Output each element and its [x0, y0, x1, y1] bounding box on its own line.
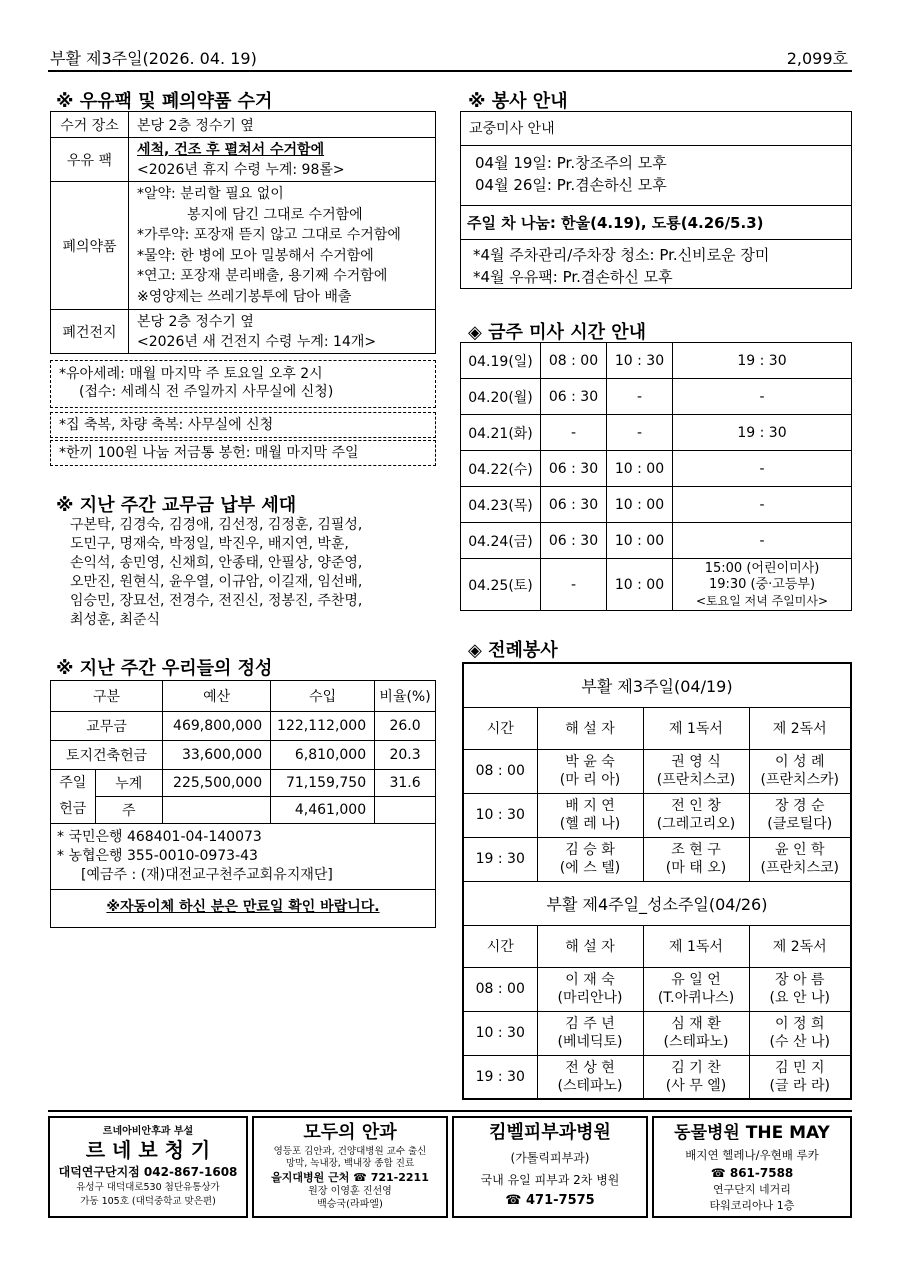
- baptismal-name: (마 태 오): [665, 860, 727, 876]
- ad-hearing-aid: [48, 1116, 248, 1218]
- baptismal-name: (스테파노): [663, 1034, 729, 1050]
- mass-time: 19 : 30: [673, 415, 852, 451]
- ad-main: 동물병원 THE MAY: [674, 1123, 830, 1143]
- auto-transfer-note: ※자동이체 하신 분은 만료일 확인 바랍니다.: [106, 898, 380, 915]
- baptismal-name: (헬 레 나): [559, 816, 621, 832]
- parking-info: [461, 240, 851, 288]
- offering-box: [50, 680, 436, 928]
- ad-line: 가동 105호 (대덕중학교 맞은편): [80, 1196, 216, 1207]
- bank-line: * 국민은행 468401-04-140073: [57, 828, 262, 845]
- reader-1: 김 기 찬: [671, 1059, 721, 1076]
- ad-line: (가톨릭피부과): [510, 1151, 590, 1165]
- ad-eye-clinic: [252, 1116, 448, 1218]
- medicine-line: 봉지에 담긴 그대로 수거함에: [187, 206, 363, 223]
- mass-volunteer-line: 04월 19일: Pr.창조주의 모후: [475, 154, 667, 172]
- mass-volunteer: [461, 146, 851, 206]
- liturgy-time: 08 : 00: [463, 967, 537, 1011]
- mass-time: 19:30 (중·고등부): [708, 576, 816, 592]
- offering-income: 6,810,000: [271, 740, 375, 769]
- offering-row-label: 토지건축헌금: [51, 740, 163, 769]
- milk-pack-instruction: 세척, 건조 후 펼쳐서 수거함에: [137, 141, 325, 158]
- baptismal-name: (프란치스코): [760, 860, 840, 876]
- liturgy-header: 해 설 자: [537, 707, 643, 749]
- baptismal-name: (클로틸다): [767, 816, 833, 832]
- mass-time: 15:00 (어린이미사): [704, 560, 820, 576]
- offering-table: [51, 681, 435, 824]
- notice-blessing: [50, 412, 436, 438]
- offering-ratio: 31.6: [375, 769, 435, 796]
- ad-line: 연구단지 네거리: [713, 1183, 791, 1196]
- parking-line: *4월 우유팩: Pr.겸손하신 모후: [473, 268, 673, 286]
- mass-time: -: [541, 559, 607, 611]
- offering-row-label: 누계: [95, 769, 163, 796]
- ad-main: 르 네 보 청 기: [85, 1138, 211, 1162]
- sunday-label-line: 주일: [59, 775, 87, 791]
- baptismal-name: (마 리 아): [559, 772, 621, 788]
- mass-time: 10 : 00: [607, 523, 673, 559]
- medicine-line: *물약: 한 병에 모아 밀봉해서 수거함에: [137, 247, 374, 264]
- offering-budget: [163, 796, 271, 823]
- mass-time: 06 : 30: [541, 487, 607, 523]
- recycle-title: ※ 우유팩 및 폐의약품 수거: [56, 91, 273, 112]
- offering-ratio: 20.3: [375, 740, 435, 769]
- ad-line: 국내 유일 피부과 2차 병원: [480, 1173, 620, 1187]
- liturgy-time: 19 : 30: [463, 837, 537, 881]
- ad-line: 백승국(라파엘): [317, 1199, 383, 1210]
- recycle-label: 폐건전지: [51, 310, 129, 354]
- commentator: 이 재 숙: [565, 972, 615, 988]
- mass-time: 06 : 30: [541, 523, 607, 559]
- offering-budget: 225,500,000: [163, 769, 271, 796]
- liturgy-time: 08 : 00: [463, 749, 537, 793]
- offering-title: ※ 지난 주간 우리들의 정성: [56, 658, 273, 679]
- mass-day: 04.20(월): [461, 379, 541, 415]
- mass-day: 04.24(금): [461, 523, 541, 559]
- ad-line: ☎ 471-7575: [505, 1193, 595, 1208]
- offering-header: 비율(%): [375, 681, 435, 711]
- header-divider: [48, 70, 852, 72]
- mass-day: 04.25(토): [461, 559, 541, 611]
- mass-times-table: [460, 342, 852, 611]
- liturgy-title: ◈ 전례봉사: [468, 640, 558, 661]
- mass-time: -: [541, 415, 607, 451]
- dues-line: 도민구, 명재숙, 박정일, 박진우, 배지연, 박훈,: [70, 536, 349, 552]
- mass-time: 10 : 00: [607, 451, 673, 487]
- ads-divider: [48, 1110, 852, 1112]
- volunteer-box: [460, 111, 852, 289]
- baptismal-name: (T.아퀴나스): [657, 990, 735, 1006]
- offering-income: 71,159,750: [271, 769, 375, 796]
- mass-times-title: ◈ 금주 미사 시간 안내: [468, 322, 647, 343]
- battery-place: 본당 2층 정수기 옆: [137, 313, 254, 330]
- ad-main: 킴벨피부과병원: [489, 1122, 611, 1143]
- offering-income: 122,112,000: [271, 711, 375, 740]
- dues-names: [70, 516, 440, 630]
- offering-budget: 33,600,000: [163, 740, 271, 769]
- offering-header: 예산: [163, 681, 271, 711]
- baptismal-name: (프란치스카): [760, 772, 840, 788]
- ad-line: ☎ 861-7588: [710, 1166, 794, 1180]
- medicine-line: *연고: 포장재 분리배출, 용기째 수거함에: [137, 268, 388, 284]
- bank-info: [51, 824, 435, 890]
- mass-time: 08 : 00: [541, 343, 607, 379]
- offering-row-label: 주: [95, 796, 163, 823]
- dues-line: 임승민, 장묘선, 전경수, 전진신, 정봉진, 주찬명,: [70, 593, 363, 609]
- liturgy-header: 제 1독서: [643, 925, 749, 967]
- mass-time: 10 : 00: [607, 559, 673, 611]
- mass-time: -: [673, 487, 852, 523]
- notice-line: *집 축복, 차량 축복: 사무실에 신청: [59, 417, 274, 433]
- offering-row-label: 교무금: [51, 711, 163, 740]
- notice-savings: [50, 440, 436, 466]
- liturgy-time: 10 : 30: [463, 793, 537, 837]
- notice-line: *유아세례: 매월 마지막 주 토요일 오후 2시: [59, 366, 323, 382]
- offering-header: 수입: [271, 681, 375, 711]
- commentator: 배 지 연: [565, 798, 615, 814]
- commentator: 박 윤 숙: [565, 754, 615, 770]
- reader-1: 조 현 구: [671, 842, 721, 858]
- liturgy-header: 시간: [463, 925, 537, 967]
- mass-volunteer-line: 04월 26일: Pr.겸손하신 모후: [475, 176, 667, 194]
- liturgy-header: 제 1독서: [643, 707, 749, 749]
- baptismal-name: (스테파노): [557, 1077, 623, 1094]
- baptismal-name: (프란치스코): [656, 772, 736, 788]
- ad-dermatology: [452, 1116, 648, 1218]
- dues-title: ※ 지난 주간 교무금 납부 세대: [56, 495, 297, 516]
- bank-line: * 농협은행 355-0010-0973-43: [57, 847, 258, 864]
- reader-2: 김 민 지: [775, 1059, 825, 1076]
- notice-baptism: [50, 360, 436, 408]
- baptismal-name: (글 라 라): [769, 1077, 830, 1094]
- commentator: 김 승 화: [565, 842, 615, 858]
- recycle-label: 우유 팩: [51, 138, 129, 182]
- liturgy-time: 19 : 30: [463, 1055, 537, 1099]
- mass-time: -: [673, 379, 852, 415]
- volunteer-title: ※ 봉사 안내: [468, 91, 568, 112]
- ad-line: 유성구 대덕대로530 첨단유통상가: [76, 1182, 220, 1193]
- recycle-table: [50, 111, 436, 354]
- offering-ratio: [375, 796, 435, 823]
- ad-top: 르네아비안후과 부설: [102, 1126, 194, 1137]
- dues-line: 오만진, 원현식, 윤우열, 이규암, 이길재, 임선배,: [70, 574, 363, 590]
- mass-time: 10 : 30: [607, 343, 673, 379]
- mass-day: 04.23(목): [461, 487, 541, 523]
- milk-pack-count: <2026년 휴지 수령 누계: 98롤>: [137, 161, 345, 178]
- reader-1: 권 영 식: [671, 754, 721, 770]
- reader-1: 유 일 언: [671, 972, 721, 988]
- baptismal-name: (베네딕토): [557, 1034, 623, 1050]
- ad-vet-clinic: [652, 1116, 852, 1218]
- offering-income: 4,461,000: [271, 796, 375, 823]
- recycle-value: 본당 2층 정수기 옆: [129, 112, 436, 138]
- notice-line: *한끼 100원 나눔 저금통 봉헌: 매월 마지막 주일: [59, 445, 359, 461]
- liturgy-week-title: 부활 제3주일(04/19): [463, 663, 851, 707]
- ad-line: 배지연 헬레나/우현배 루카: [685, 1148, 819, 1162]
- baptismal-name: (요 안 나): [769, 990, 830, 1006]
- commentator: 김 주 년: [565, 1016, 615, 1032]
- recycle-label: 수거 장소: [51, 112, 129, 138]
- recycle-label: 폐의약품: [51, 182, 129, 310]
- offering-budget: 469,800,000: [163, 711, 271, 740]
- medicine-line: *알약: 분리할 필요 없이: [137, 186, 284, 202]
- reader-2: 이 성 례: [775, 754, 825, 770]
- mass-day: 04.22(수): [461, 451, 541, 487]
- mass-time: 10 : 00: [607, 487, 673, 523]
- reader-2: 장 경 순: [775, 798, 825, 814]
- commentator: 전 상 현: [565, 1059, 615, 1076]
- mass-time: -: [673, 523, 852, 559]
- medicine-line: *가루약: 포장재 뜯지 않고 그대로 수거함에: [137, 227, 401, 243]
- mass-time: -: [607, 379, 673, 415]
- reader-2: 장 아 름: [775, 972, 825, 988]
- mass-time-note: <토요일 저녁 주일미사>: [695, 593, 829, 608]
- ad-line: 대덕연구단지점 042-867-1608: [58, 1165, 238, 1179]
- volunteer-subtitle: 교중미사 안내: [461, 112, 851, 146]
- mass-time: -: [607, 415, 673, 451]
- liturgy-table: [462, 662, 852, 1100]
- dues-line: 손익석, 송민영, 신채희, 안종태, 안필상, 양준영,: [70, 555, 363, 571]
- medicine-line: ※영양제는 쓰레기봉투에 담아 배출: [137, 288, 352, 305]
- sunday-offering-label: [51, 769, 95, 823]
- baptismal-name: (그레고리오): [656, 816, 736, 832]
- bank-line: [예금주 : (재)대전교구천주교회유지재단]: [81, 866, 333, 883]
- notice-line: (접수: 세례식 전 주일까지 사무실에 신청): [79, 384, 334, 400]
- liturgy-header: 제 2독서: [749, 925, 851, 967]
- liturgy-header: 해 설 자: [537, 925, 643, 967]
- mass-time: 06 : 30: [541, 379, 607, 415]
- reader-1: 심 재 환: [671, 1016, 721, 1032]
- liturgy-header: 제 2독서: [749, 707, 851, 749]
- baptismal-name: (사 무 엘): [665, 1077, 727, 1094]
- mass-day: 04.21(화): [461, 415, 541, 451]
- tea-sharing: 주일 차 나눔: 한울(4.19), 도룡(4.26/5.3): [461, 206, 851, 240]
- issue-number: 2,099호: [786, 49, 848, 68]
- reader-2: 이 정 희: [775, 1016, 825, 1032]
- sunday-label-line: 헌금: [59, 801, 87, 817]
- ad-line: 망막, 녹내장, 백내장 종합 진료: [285, 1158, 415, 1169]
- mass-time: 19 : 30: [673, 343, 852, 379]
- liturgy-week-title: 부활 제4주일_성소주일(04/26): [463, 881, 851, 925]
- baptismal-name: (마리안나): [557, 990, 623, 1006]
- baptismal-name: (수 산 나): [769, 1034, 830, 1050]
- ad-main: 모두의 안과: [303, 1122, 397, 1143]
- dues-line: 최성훈, 최준식: [70, 612, 161, 628]
- reader-1: 전 인 창: [671, 798, 721, 814]
- ad-line: 영등포 김안과, 건양대병원 교수 출신: [273, 1146, 427, 1157]
- offering-header: 구분: [51, 681, 163, 711]
- issue-date: 부활 제3주일(2026. 04. 19): [50, 49, 257, 68]
- ad-line: 원장 이영훈 진선영: [308, 1186, 392, 1197]
- battery-count: <2026년 새 건전지 수령 누계: 14개>: [137, 333, 377, 350]
- baptismal-name: (에 스 텔): [559, 860, 621, 876]
- ad-line: 을지대병원 근처 ☎ 721-2211: [271, 1171, 429, 1184]
- mass-time: 06 : 30: [541, 451, 607, 487]
- reader-2: 윤 인 학: [775, 842, 825, 858]
- mass-time: -: [673, 451, 852, 487]
- offering-ratio: 26.0: [375, 711, 435, 740]
- liturgy-time: 10 : 30: [463, 1011, 537, 1055]
- mass-day: 04.19(일): [461, 343, 541, 379]
- ad-line: 타워코리아나 1층: [709, 1199, 795, 1212]
- dues-line: 구본탁, 김경숙, 김경애, 김선정, 김정훈, 김필성,: [70, 517, 363, 533]
- parking-line: *4월 주차관리/주차장 청소: Pr.신비로운 장미: [473, 246, 770, 264]
- liturgy-header: 시간: [463, 707, 537, 749]
